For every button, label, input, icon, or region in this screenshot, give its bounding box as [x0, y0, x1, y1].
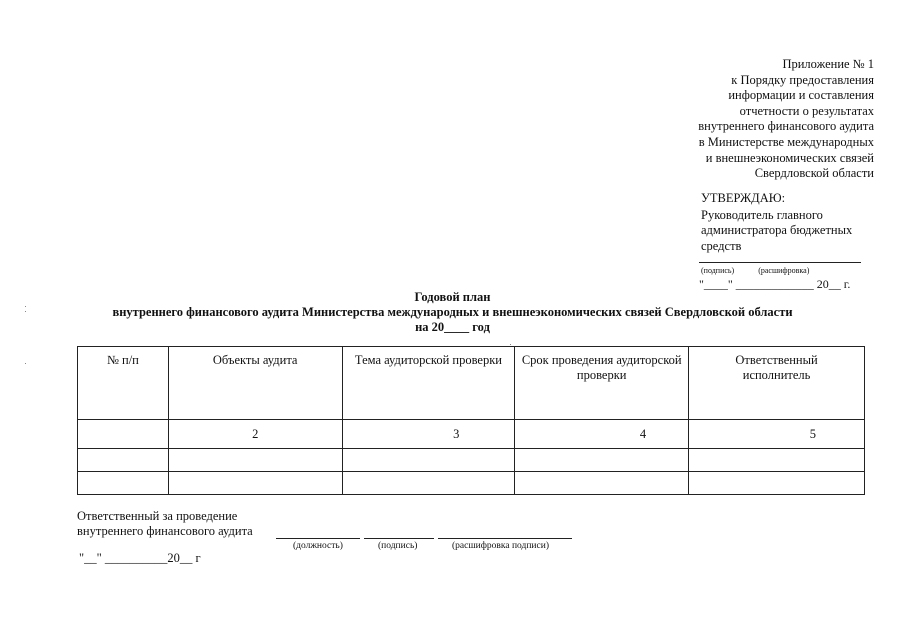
signature-line: [364, 538, 434, 539]
number-cell: 5: [689, 420, 865, 449]
table-cell[interactable]: [515, 472, 689, 495]
header-cell-number: № п/п: [78, 347, 169, 420]
scan-speck: [25, 306, 26, 307]
scan-speck: [25, 363, 26, 364]
table-cell[interactable]: [168, 472, 342, 495]
table-cell[interactable]: [342, 449, 515, 472]
approval-line: Руководитель главного: [701, 207, 823, 222]
position-caption: (должность): [293, 541, 343, 551]
plan-title-line: Годовой план: [414, 290, 491, 304]
scan-speck: [25, 311, 26, 312]
annex-line: отчетности о результатах: [739, 103, 874, 118]
annex-line: Приложение № 1: [782, 57, 874, 71]
header-cell-objects: Объекты аудита: [168, 347, 342, 420]
header-cell-topic: Тема аудиторской проверки: [342, 347, 515, 420]
position-line: [276, 538, 360, 539]
annex-block: [614, 57, 874, 182]
scan-speck: [510, 344, 511, 345]
annex-line: и внешнеэкономических связей: [705, 150, 874, 165]
plan-title-line: внутреннего финансового аудита Министерства международных и внешнеэкономических связей Свердловской области: [112, 305, 793, 319]
approval-captions: [701, 266, 809, 275]
plan-title-line: на 20____ год: [415, 320, 490, 334]
table-cell[interactable]: [168, 449, 342, 472]
number-cell: 4: [515, 420, 689, 449]
table-number-row: [78, 420, 865, 449]
approval-signature-line: [699, 262, 861, 263]
table-cell[interactable]: [689, 449, 865, 472]
annex-line: в Министерстве международных: [698, 134, 874, 149]
header-cell-period: Срок проведения аудиторской проверки: [515, 347, 689, 420]
annex-line: Свердловской области: [754, 166, 874, 181]
approval-line: средств: [701, 238, 742, 253]
approval-date: "____" _____________ 20__ г.: [699, 277, 851, 291]
number-cell: 3: [342, 420, 515, 449]
approval-block: [701, 191, 881, 254]
approval-heading: УТВЕРЖДАЮ:: [701, 191, 786, 205]
table-row: [78, 472, 865, 495]
plan-title: [0, 290, 905, 335]
signature-caption: (подпись): [378, 541, 418, 551]
table-cell[interactable]: [78, 449, 169, 472]
approval-line: администратора бюджетных: [701, 223, 853, 237]
number-cell: 2: [168, 420, 342, 449]
table-header-row: [78, 347, 865, 420]
audit-plan-table: [77, 346, 865, 495]
responsible-line: внутреннего финансового аудита: [77, 524, 253, 538]
table-cell[interactable]: [78, 472, 169, 495]
header-cell-executor: Ответственный исполнитель: [689, 347, 865, 420]
approval-decryption-caption: (расшифровка): [758, 266, 810, 275]
decryption-caption: (расшифровка подписи): [452, 541, 549, 551]
annex-line: информации и составления: [728, 88, 874, 103]
annex-line: внутреннего финансового аудита: [698, 119, 874, 134]
approval-signature-caption: (подпись): [701, 266, 735, 275]
annex-line: к Порядку предоставления: [731, 72, 874, 87]
table-row: [78, 449, 865, 472]
table-cell[interactable]: [515, 449, 689, 472]
table-cell[interactable]: [689, 472, 865, 495]
table-cell[interactable]: [342, 472, 515, 495]
responsible-date: "__" __________20__ г: [79, 551, 201, 565]
decryption-line: [438, 538, 572, 539]
responsible-line: Ответственный за проведение: [77, 509, 238, 523]
responsible-block: [77, 509, 253, 539]
number-cell: [78, 420, 169, 449]
